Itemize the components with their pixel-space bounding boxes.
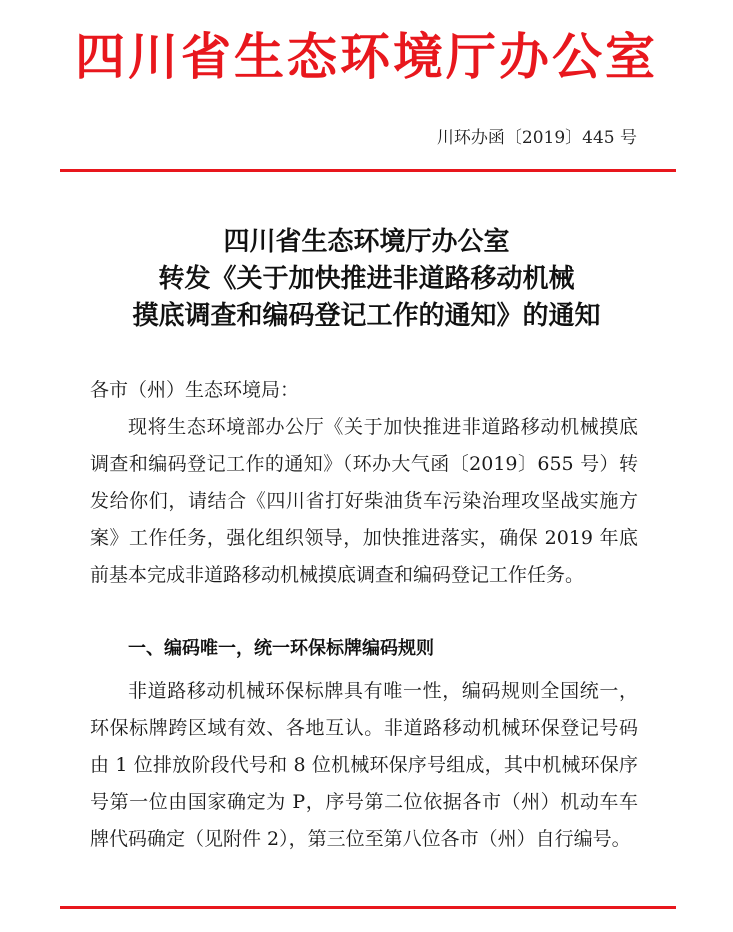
header-red-rule (60, 169, 676, 172)
title-line-3: 摸底调查和编码登记工作的通知》的通知 (132, 301, 601, 331)
body-paragraph-2: 非道路移动机械环保标牌具有唯一性，编码规则全国统一，环保标牌跨区域有效、各地互认。非道路移动机械环保登记号码由 1 位排放阶段代号和 8 位机械环保序号组成，其中机械环保序号第一位由国家确定为 P，序号第二位依据各市（州）机动车车牌代码确定（见附件 2），第三位至第八位各市（州）自行编号。 (90, 680, 638, 850)
issuer-header: 四川省生态环境厅办公室 (75, 28, 658, 86)
footer-red-rule (60, 906, 676, 909)
body-paragraph-1: 现将生态环境部办公厅《关于加快推进非道路移动机械摸底调查和编码登记工作的通知》（环办大气函〔2019〕655 号）转发给你们，请结合《四川省打好柴油货车污染治理攻坚战实施方案》工作任务，强化组织领导，加快推进落实，确保 2019 年底前基本完成非道路移动机械摸底调查和编码登记工作任务。 (90, 416, 638, 586)
section-heading-1: 一、编码唯一，统一环保标牌编码规则 (128, 638, 434, 659)
document-title (0, 224, 733, 335)
document-number: 川环办函〔2019〕445 号 (436, 128, 637, 148)
addressee: 各市（州）生态环境局： (90, 379, 300, 401)
title-line-1: 四川省生态环境厅办公室 (223, 227, 510, 257)
title-line-2: 转发《关于加快推进非道路移动机械 (158, 264, 575, 294)
